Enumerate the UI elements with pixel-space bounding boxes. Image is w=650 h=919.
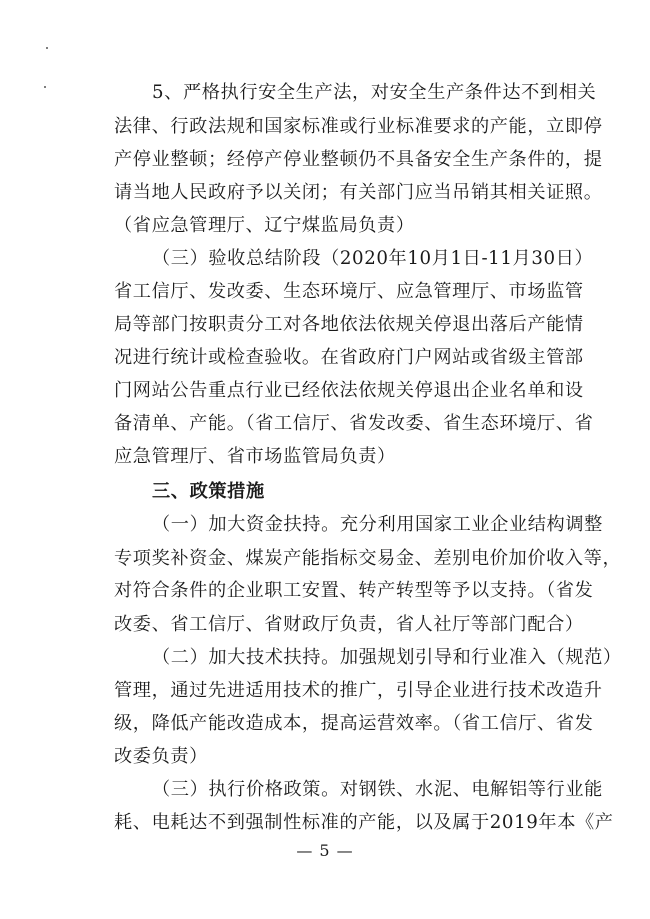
text-line: （三）验收总结阶段（2020年10月1日-11月30日） <box>152 247 594 269</box>
text-line: （一）加大资金扶持。充分利用国家工业企业结构调整 <box>152 514 603 536</box>
text-line: （三）执行价格政策。对钢铁、水泥、电解铝等行业能 <box>152 779 603 801</box>
text-line: 备清单、产能。（省工信厅、省发改委、省生态环境厅、省 <box>114 413 594 435</box>
text-line: 专项奖补资金、煤炭产能指标交易金、差别电价加价收入等， <box>114 547 622 569</box>
text-line: 管理，通过先进适用技术的推广，引导企业进行技术改造升 <box>114 679 603 701</box>
text-line: 级，降低产能改造成本，提高运营效率。（省工信厅、省发 <box>114 713 594 735</box>
text-line: 改委负责） <box>114 745 208 767</box>
text-line: 况进行统计或检查验收。在省政府门户网站或省级主管部 <box>114 347 584 369</box>
text-line: 请当地人民政府予以关闭；有关部门应当吊销其相关证照。 <box>114 181 603 203</box>
scan-speck <box>44 86 46 88</box>
text-line: 局等部门按职责分工对各地依法依规关停退出落后产能情 <box>114 313 584 335</box>
text-line: 省工信厅、发改委、生态环境厅、应急管理厅、市场监管 <box>114 281 584 303</box>
text-line: 改委、省工信厅、省财政厅负责，省人社厅等部门配合） <box>114 613 584 635</box>
text-line: （二）加大技术扶持。加强规划引导和行业准入（规范） <box>152 647 622 669</box>
text-line: （省应急管理厅、辽宁煤监局负责） <box>114 215 415 237</box>
text-line: 耗、电耗达不到强制性标准的产能，以及属于2019年本《产 <box>114 812 614 833</box>
page-number: — 5 — <box>296 841 354 860</box>
text-line: 门网站公告重点行业已经依法依规关停退出企业名单和设 <box>114 379 584 401</box>
text-line: 产停业整顿；经停产停业整顿仍不具备安全生产条件的，提 <box>114 149 603 171</box>
text-line: 应急管理厅、省市场监管局负责） <box>114 446 396 468</box>
scan-speck <box>46 47 48 49</box>
text-line: 5、严格执行安全生产法，对安全生产条件达不到相关 <box>152 82 597 103</box>
text-line: 对符合条件的企业职工安置、转产转型等予以支持。（省发 <box>114 580 594 602</box>
section-heading: 三、政策措施 <box>152 480 265 502</box>
text-line: 法律、行政法规和国家标准或行业标准要求的产能，立即停 <box>114 116 603 138</box>
